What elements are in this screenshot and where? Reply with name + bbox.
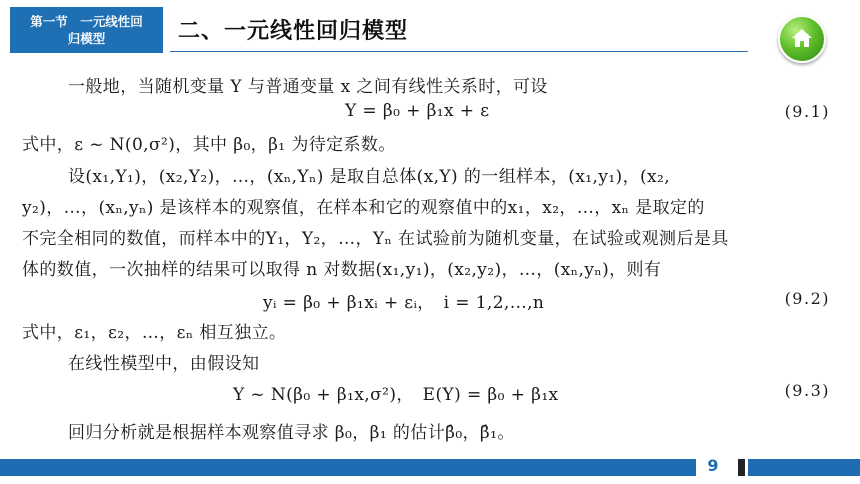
body-line-5: y₂)，…，(xₙ,yₙ) 是该样本的观察值，在样本和它的观察值中的x₁，x₂，…，xₙ 是取定的 [22,198,705,218]
body-line-12: 回归分析就是根据样本观察值寻求 β₀，β₁ 的估计β̂₀，β̂₁。 [68,423,515,443]
footer-accent [738,459,745,476]
section-label-line1: 第一节 一元线性回 [30,14,143,29]
equation-9-2-number: (9.2) [784,289,830,308]
body-line-6: 不完全相同的数值，而样本中的Y₁，Y₂，…，Yₙ 在试验前为随机变量，在试验或观测后是具 [22,229,729,249]
body-line-9: 式中，ε₁，ε₂，…，εₙ 相互独立。 [22,323,287,343]
page-number: 9 [707,456,719,475]
equation-9-1-number: (9.1) [784,102,830,121]
footer-bar-right [748,459,860,476]
equation-9-3: Y ~ N(β₀ + β₁x,σ²)， E(Y) = β₀ + β₁x [233,385,559,405]
body-line-3: 式中，ε ~ N(0,σ²)，其中 β₀，β₁ 为待定系数。 [22,135,396,155]
equation-9-1: Y = β₀ + β₁x + ε [345,101,490,121]
footer-bar [0,459,696,476]
equation-9-2: yᵢ = β₀ + β₁xᵢ + εᵢ， i = 1,2,…,n [263,293,545,313]
body-line-4: 设(x₁,Y₁)，(x₂,Y₂)，…，(xₙ,Yₙ) 是取自总体(x,Y) 的一组样本，(x₁,y₁)，(x₂, [68,167,671,187]
body-line-1: 一般地，当随机变量 Y 与普通变量 x 之间有线性关系时，可设 [68,77,548,97]
body-line-7: 体的数值，一次抽样的结果可以取得 n 对数据(x₁,y₁)，(x₂,y₂)，…，(xₙ,yₙ)，则有 [22,260,662,280]
title-divider [170,51,748,52]
home-icon [790,26,814,50]
slide-title: 二、一元线性回归模型 [178,19,409,44]
home-button[interactable] [778,15,826,63]
section-label-line2: 归模型 [67,31,106,46]
equation-9-3-number: (9.3) [784,381,830,400]
section-label [10,7,163,53]
body-line-10: 在线性模型中，由假设知 [68,354,260,374]
